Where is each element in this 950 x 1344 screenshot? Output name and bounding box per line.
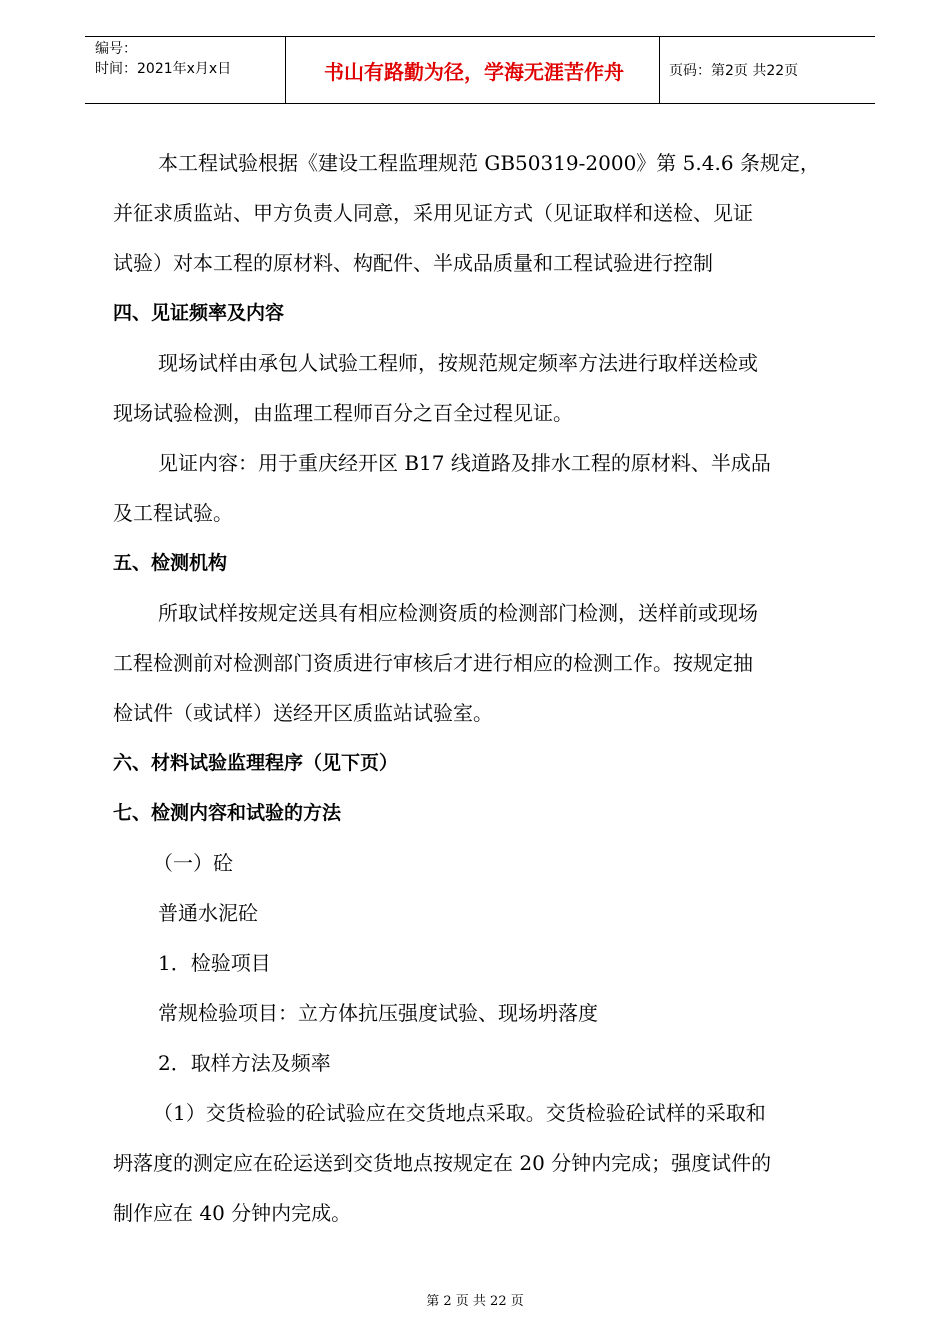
document-number-label: 编号： xyxy=(95,41,137,57)
section-heading: 七、检测内容和试验的方法 xyxy=(113,802,342,824)
paragraph-line: 所取试样按规定送具有相应检测资质的检测部门检测，送样前或现场 xyxy=(158,601,758,625)
page-header xyxy=(85,36,875,104)
header-divider xyxy=(285,37,286,103)
paragraph-line: 并征求质监站、甲方负责人同意，采用见证方式（见证取样和送检、见证 xyxy=(113,201,753,225)
header-divider xyxy=(659,37,660,103)
paragraph-line: 现场试验检测，由监理工程师百分之百全过程见证。 xyxy=(113,401,573,425)
list-item: 1．检验项目 xyxy=(158,951,271,975)
paragraph-line: 坍落度的测定应在砼运送到交货地点按规定在 20 分钟内完成；强度试件的 xyxy=(113,1151,772,1175)
page-footer: 第 2 页 共 22 页 xyxy=(426,1294,524,1309)
document-date: 时间：2021年x月x日 xyxy=(95,61,232,77)
list-item: 2．取样方法及频率 xyxy=(158,1051,331,1075)
paragraph-line: （1）交货检验的砼试验应在交货地点采取。交货检验砼试样的采取和 xyxy=(153,1101,766,1125)
paragraph-line: 及工程试验。 xyxy=(113,501,233,525)
paragraph-line: 现场试样由承包人试验工程师，按规范规定频率方法进行取样送检或 xyxy=(158,351,758,375)
paragraph-line: 检试件（或试样）送经开区质监站试验室。 xyxy=(113,701,493,725)
section-heading: 五、检测机构 xyxy=(113,552,228,574)
paragraph-line: 本工程试验根据《建设工程监理规范 GB50319-2000》第 5.4.6 条规定， xyxy=(158,151,820,175)
header-motto: 书山有路勤为径，学海无涯苦作舟 xyxy=(324,59,624,84)
subsection-heading: （一）砼 xyxy=(153,851,233,875)
paragraph-line: 普通水泥砼 xyxy=(158,901,258,925)
paragraph-line: 常规检验项目：立方体抗压强度试验、现场坍落度 xyxy=(158,1001,598,1025)
document-body xyxy=(113,138,853,1238)
section-heading: 六、材料试验监理程序（见下页） xyxy=(113,752,399,774)
header-meta xyxy=(95,39,231,79)
header-page-info: 页码：第2页 共22页 xyxy=(669,63,799,79)
paragraph-line: 工程检测前对检测部门资质进行审核后才进行相应的检测工作。按规定抽 xyxy=(113,651,753,675)
paragraph-line: 见证内容：用于重庆经开区 B17 线道路及排水工程的原材料、半成品 xyxy=(158,451,771,475)
paragraph-line: 制作应在 40 分钟内完成。 xyxy=(113,1201,352,1225)
paragraph-line: 试验）对本工程的原材料、构配件、半成品质量和工程试验进行控制 xyxy=(113,251,713,275)
section-heading: 四、见证频率及内容 xyxy=(113,302,285,324)
